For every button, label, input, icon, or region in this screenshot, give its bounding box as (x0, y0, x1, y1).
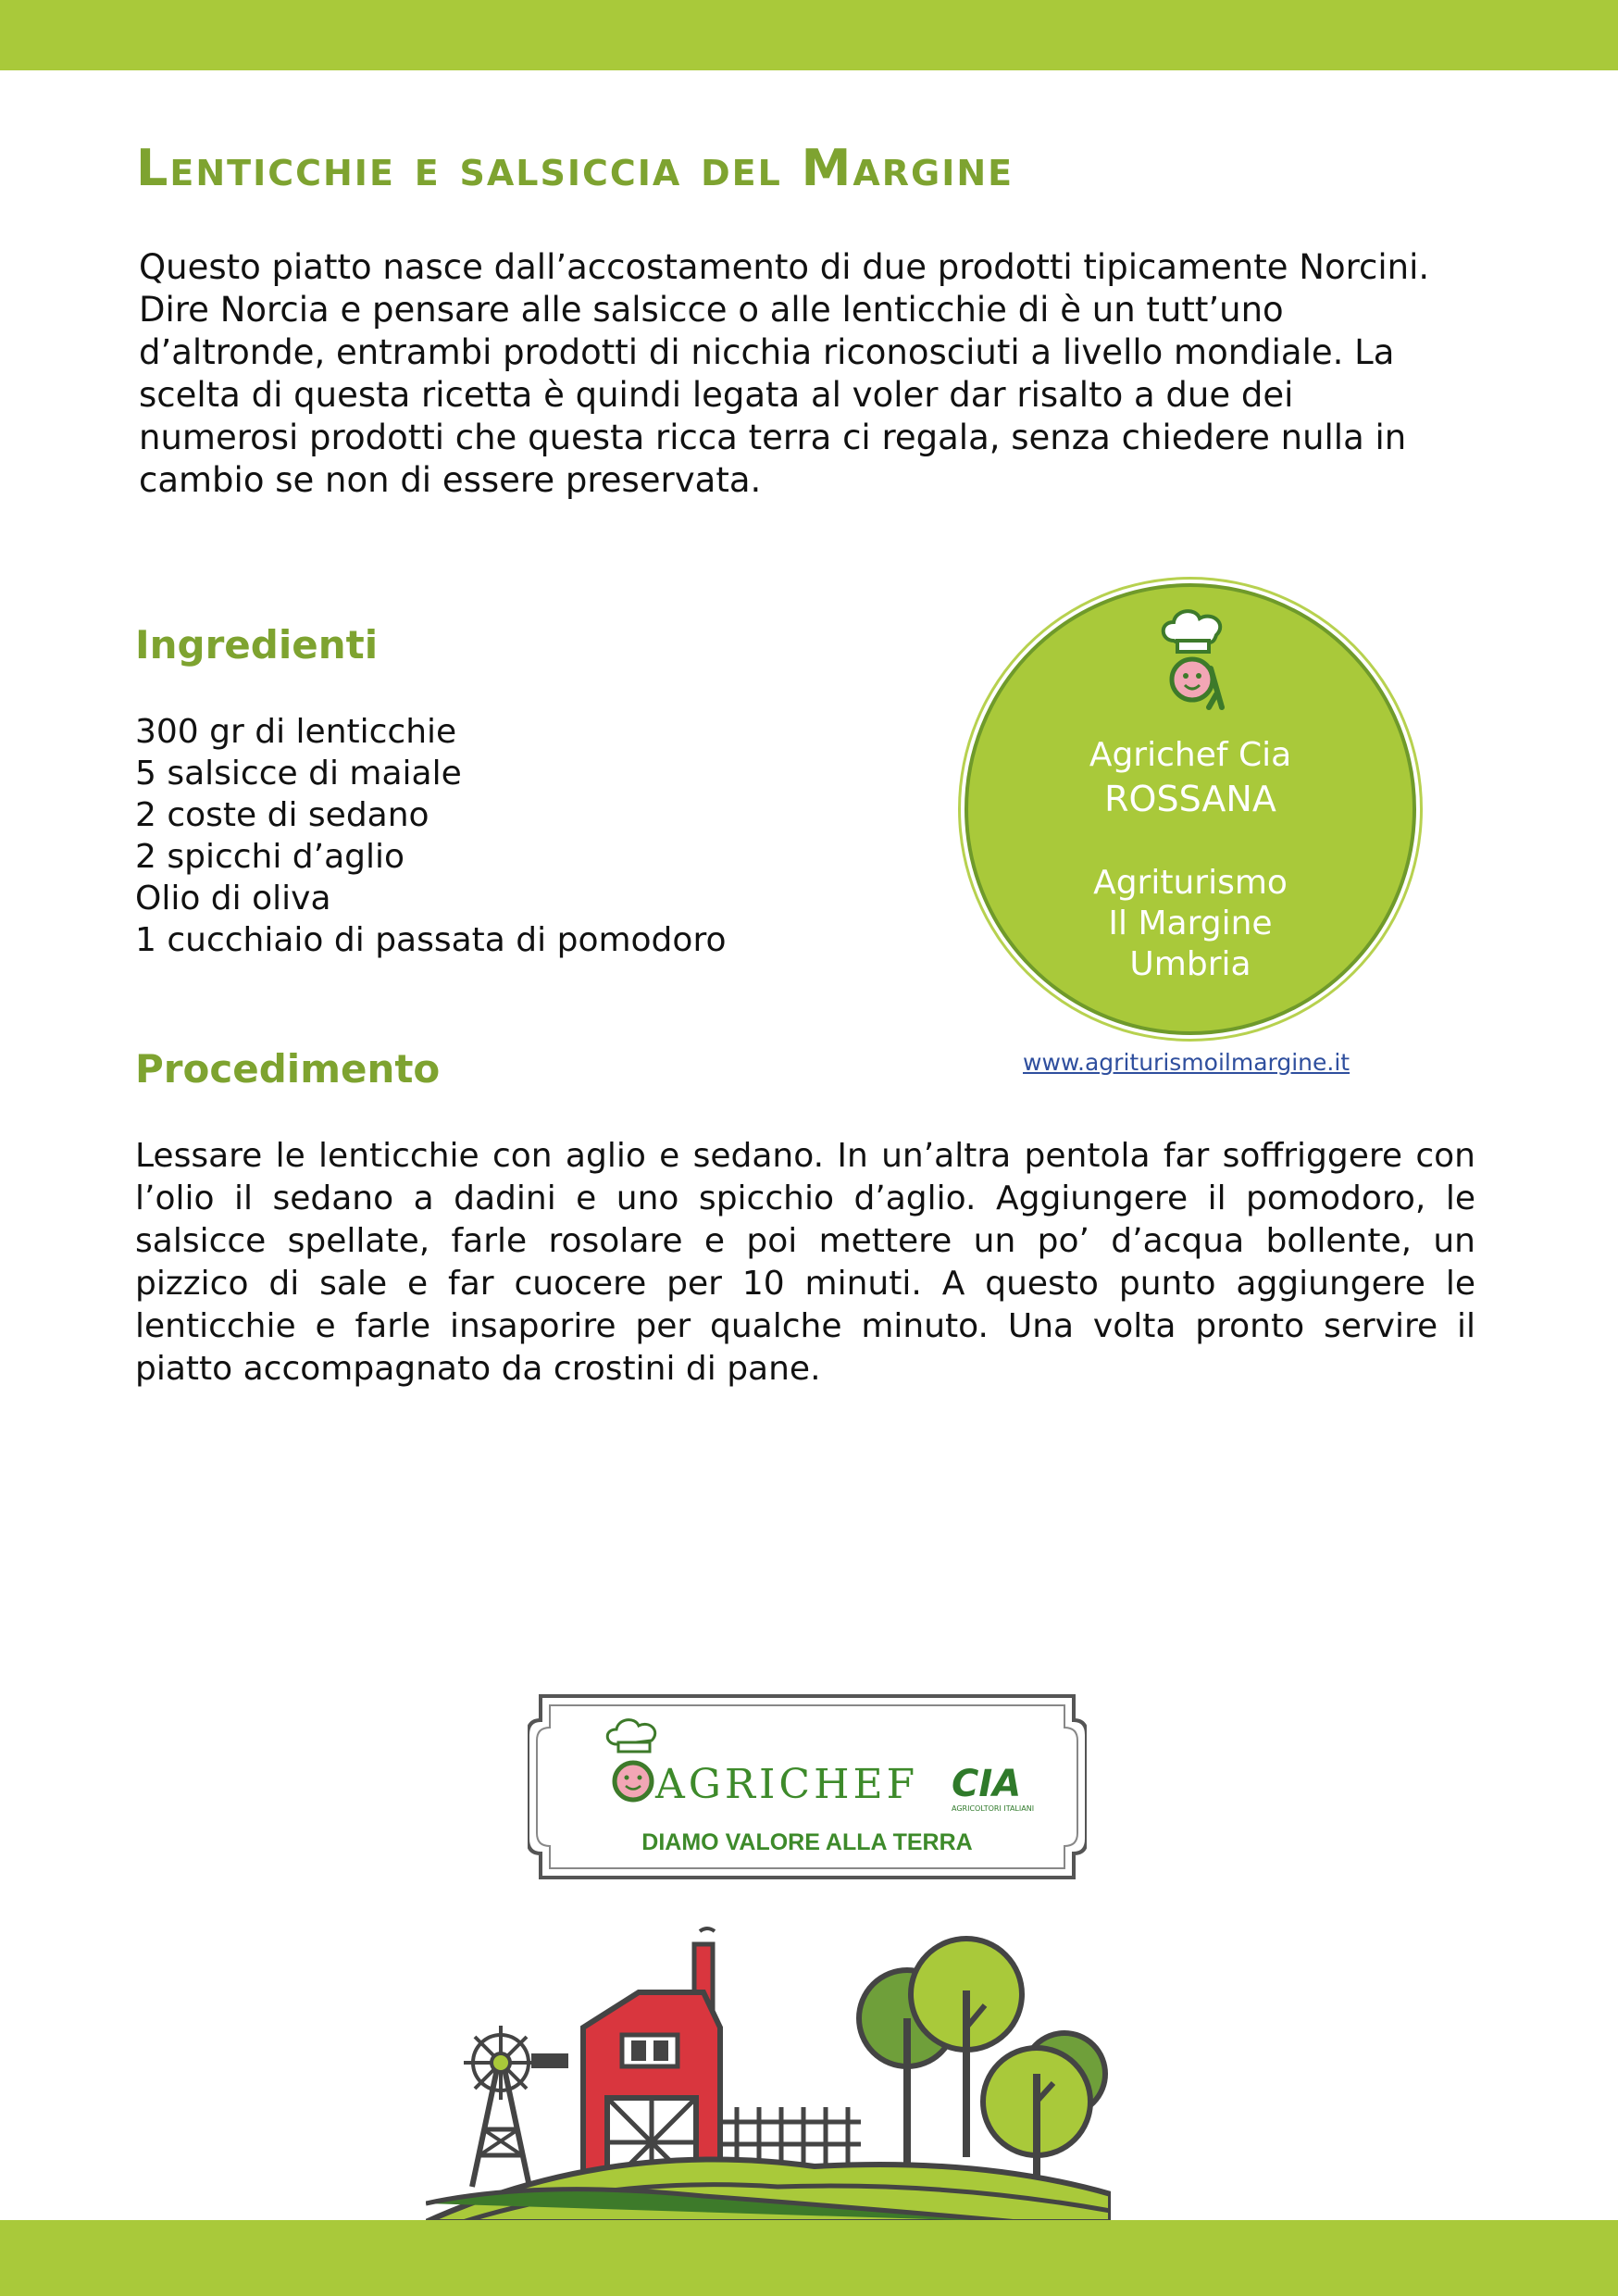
logo-tagline: DIAMO VALORE ALLA TERRA (641, 1829, 973, 1855)
bottom-color-band (0, 2220, 1618, 2296)
tree-icon (859, 1939, 1105, 2187)
badge-chef-name: ROSSANA (1104, 779, 1276, 819)
ingredients-heading: Ingredienti (135, 622, 379, 668)
intro-paragraph-1: Questo piatto nasce dall’accostamento di due prodotti tipicamente Norcini. (139, 247, 1430, 287)
badge-location-line: Il Margine (1108, 905, 1273, 942)
ingredients-list (135, 711, 726, 961)
hills-icon (426, 2160, 1111, 2223)
logo-partner-text: CIA (952, 1763, 1022, 1805)
windmill-icon (464, 2026, 568, 2187)
ingredient-item: 2 spicchi d’aglio (135, 838, 405, 876)
ingredient-item: 2 coste di sedano (135, 796, 429, 834)
chef-badge (965, 583, 1416, 1035)
agrichef-logo (528, 1683, 1087, 1890)
ingredient-item: 1 cucchiaio di passata di pomodoro (135, 921, 727, 959)
intro-text (139, 246, 1435, 502)
chef-mascot-icon (1148, 604, 1240, 715)
top-color-band (0, 0, 1618, 70)
badge-location (968, 863, 1413, 985)
badge-location-line: Agriturismo (1093, 864, 1288, 902)
ingredient-item: 5 salsicce di maiale (135, 755, 462, 792)
recipe-title: Lenticchie e salsiccia del Margine (136, 139, 1014, 197)
barn-icon (583, 1928, 720, 2187)
logo-partner-subtitle: AGRICOLTORI ITALIANI (952, 1804, 1035, 1813)
website-link[interactable]: www.agriturismoilmargine.it (1023, 1049, 1350, 1076)
ingredient-item: 300 gr di lenticchie (135, 713, 457, 751)
procedure-text: Lessare le lenticchie con aglio e sedano. In un’altra pentola far soffriggere con l’olio il sedano a dadini e uno spicchio d’aglio. Aggiungere il pomodoro, le salsicce spellate, farle rosolare e poi mettere un po’ d’acqua bollente, un pizzico di sale e far cuocere per 10 minuti. A questo punto aggiungere le lenticchie e farle insaporire per qualche minuto. Una volta pronto servire il piatto accompagnato da crostini di pane. (135, 1137, 1475, 1388)
badge-label: Agrichef Cia (1089, 736, 1292, 774)
logo-brand-text: AGRICHEF (655, 1761, 919, 1808)
ingredient-item: Olio di oliva (135, 880, 331, 917)
badge-location-line: Umbria (1129, 945, 1251, 983)
intro-paragraph-2: Dire Norcia e pensare alle salsicce o alle lenticchie di è un tutt’uno d’altronde, entrambi prodotti di nicchia riconosciuti a livello mondiale. La scelta di questa ricetta è quindi legata al voler dar risalto a due dei numerosi prodotti che questa ricca terra ci regala, senza chiedere nulla in cambio se non di essere preservata. (139, 290, 1407, 500)
procedure-heading: Procedimento (135, 1046, 441, 1092)
farm-landscape-illustration (426, 1926, 1111, 2222)
